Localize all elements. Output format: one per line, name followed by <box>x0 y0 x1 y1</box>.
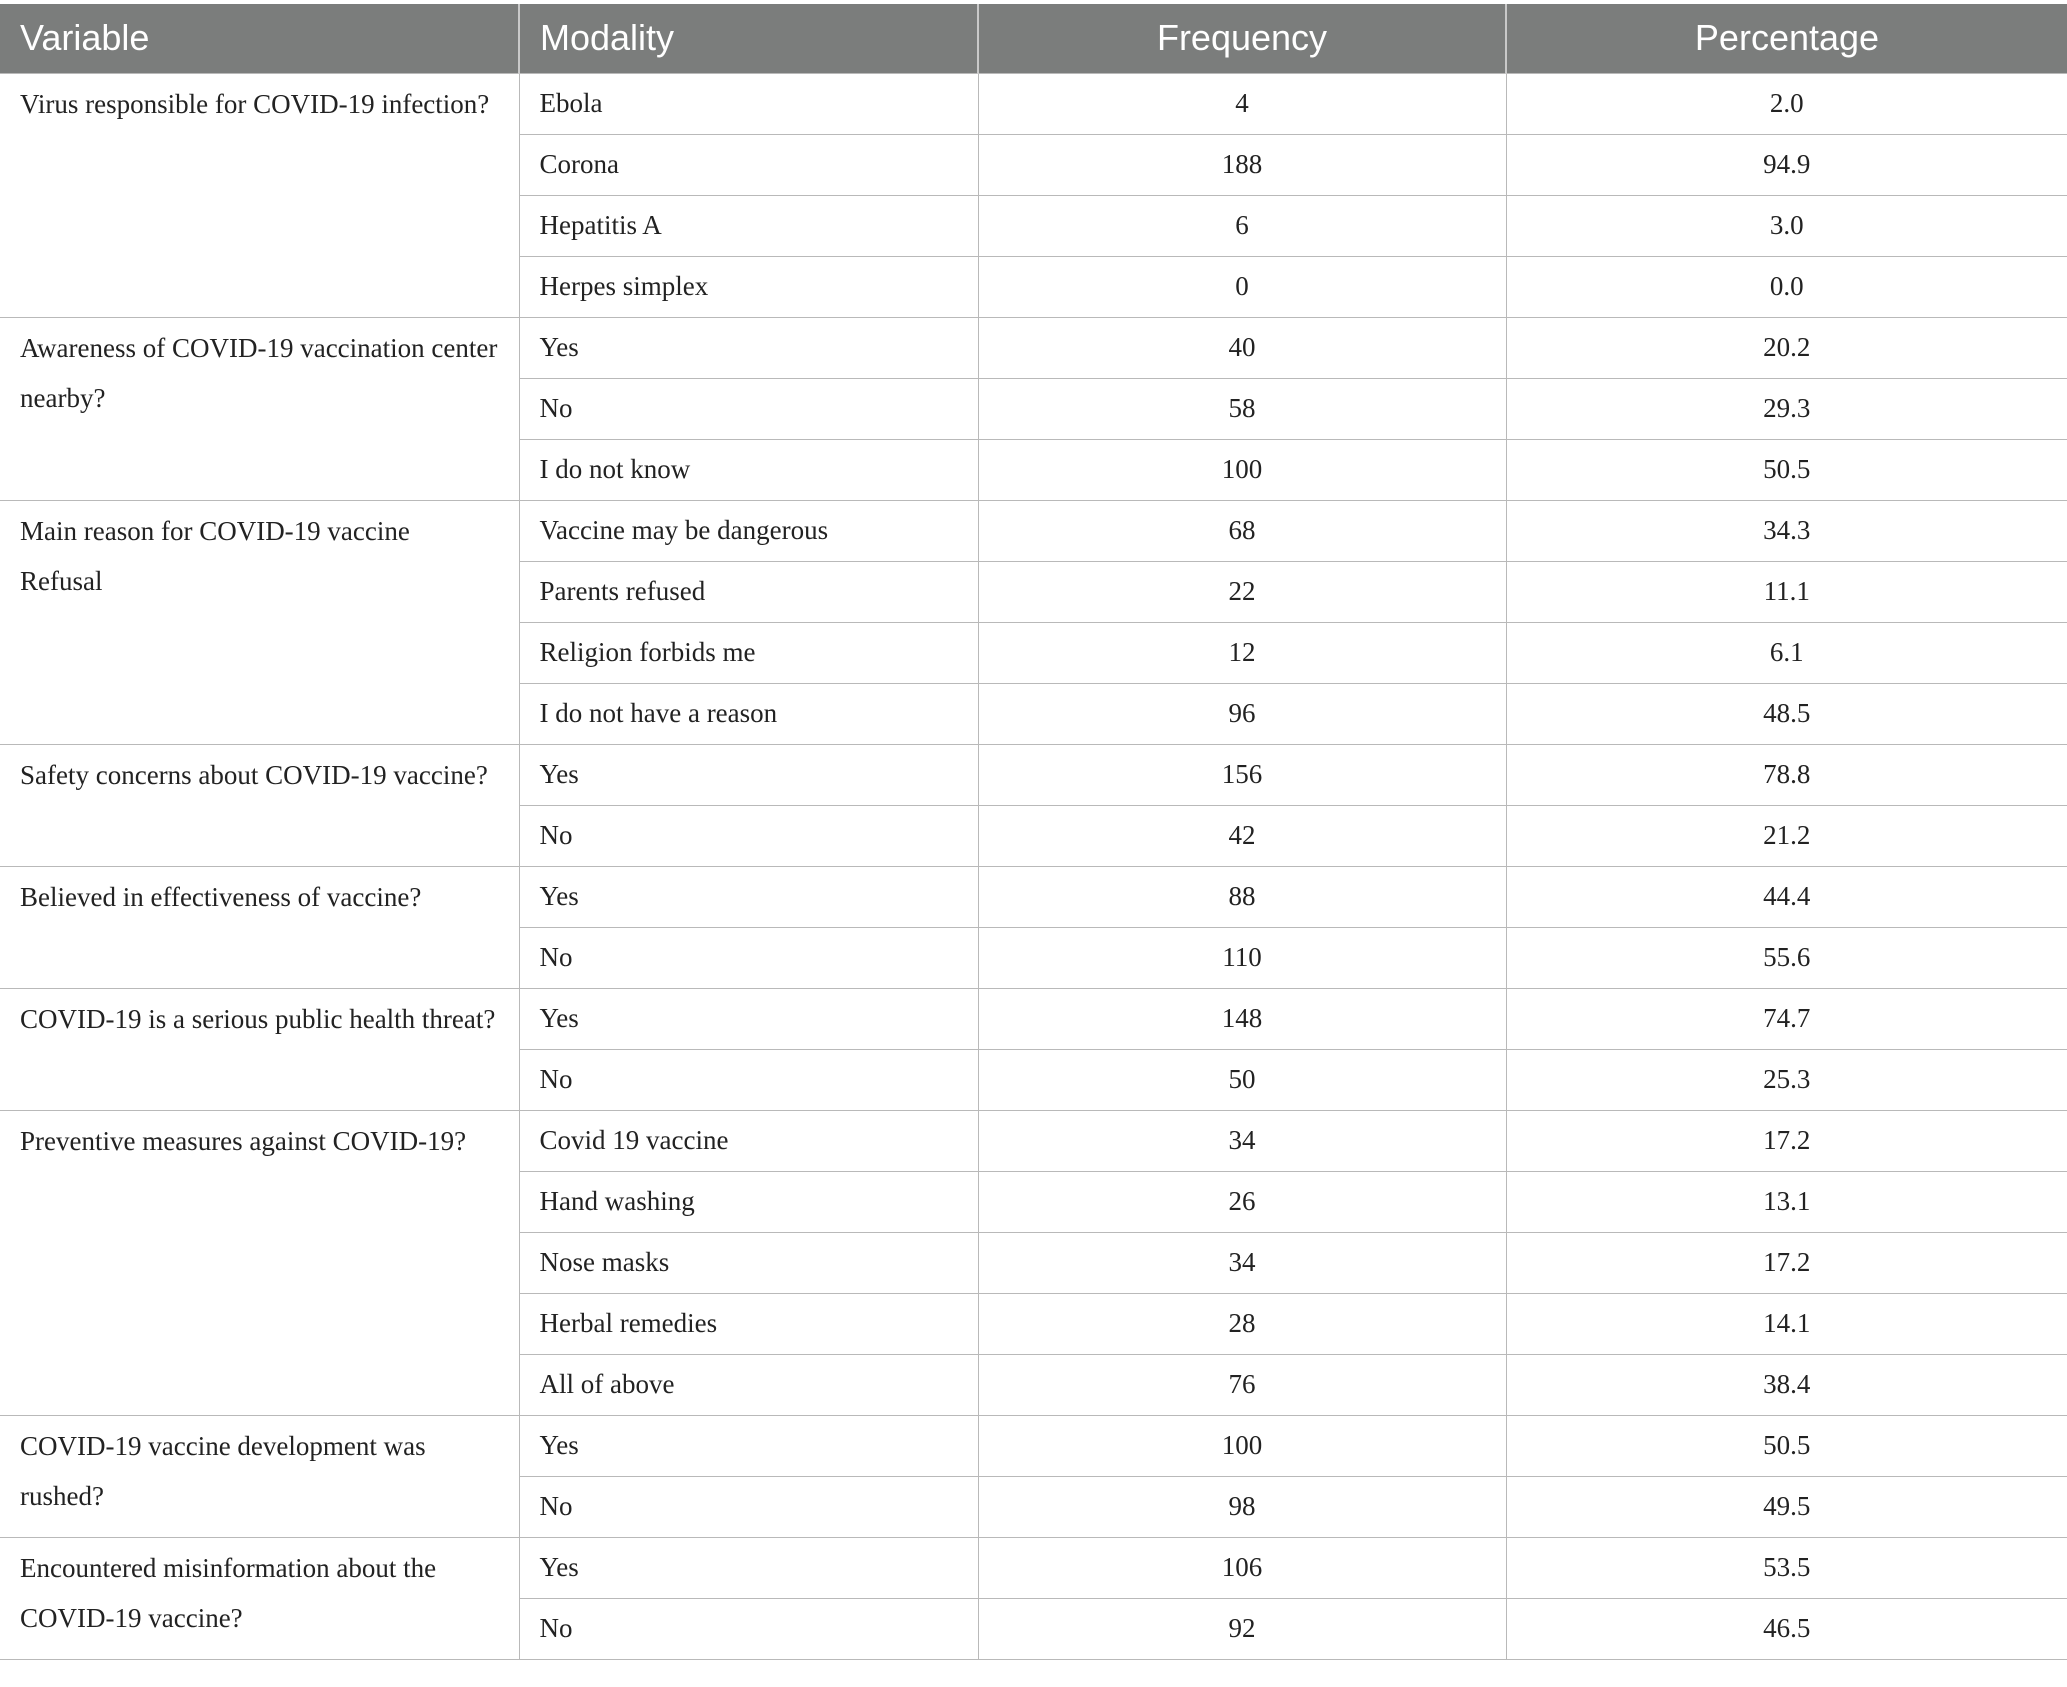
modality-cell: Hand washing <box>519 1171 978 1232</box>
percentage-cell: 6.1 <box>1506 622 2067 683</box>
percentage-cell: 53.5 <box>1506 1537 2067 1598</box>
modality-cell: Nose masks <box>519 1232 978 1293</box>
frequency-cell: 100 <box>978 439 1506 500</box>
percentage-cell: 3.0 <box>1506 195 2067 256</box>
frequency-cell: 100 <box>978 1415 1506 1476</box>
modality-cell: Parents refused <box>519 561 978 622</box>
percentage-cell: 14.1 <box>1506 1293 2067 1354</box>
modality-cell: Yes <box>519 1415 978 1476</box>
frequency-cell: 0 <box>978 256 1506 317</box>
frequency-cell: 42 <box>978 805 1506 866</box>
modality-cell: Herpes simplex <box>519 256 978 317</box>
percentage-cell: 38.4 <box>1506 1354 2067 1415</box>
percentage-cell: 17.2 <box>1506 1110 2067 1171</box>
frequency-cell: 50 <box>978 1049 1506 1110</box>
header-row <box>0 4 2067 73</box>
results-table <box>0 4 2067 1660</box>
percentage-cell: 21.2 <box>1506 805 2067 866</box>
frequency-cell: 28 <box>978 1293 1506 1354</box>
modality-cell: Yes <box>519 866 978 927</box>
variable-cell: Encountered misinformation about the COVID-19 vaccine? <box>0 1537 519 1659</box>
percentage-cell: 46.5 <box>1506 1598 2067 1659</box>
modality-cell: Covid 19 vaccine <box>519 1110 978 1171</box>
table-row <box>0 1110 2067 1171</box>
modality-cell: Yes <box>519 988 978 1049</box>
frequency-cell: 40 <box>978 317 1506 378</box>
modality-cell: Hepatitis A <box>519 195 978 256</box>
percentage-cell: 13.1 <box>1506 1171 2067 1232</box>
frequency-cell: 156 <box>978 744 1506 805</box>
variable-cell: Believed in effectiveness of vaccine? <box>0 866 519 988</box>
table-row <box>0 866 2067 927</box>
table-row <box>0 1537 2067 1598</box>
frequency-cell: 4 <box>978 73 1506 134</box>
frequency-cell: 98 <box>978 1476 1506 1537</box>
percentage-cell: 55.6 <box>1506 927 2067 988</box>
frequency-cell: 88 <box>978 866 1506 927</box>
table-row <box>0 744 2067 805</box>
table-header <box>0 4 2067 73</box>
frequency-cell: 148 <box>978 988 1506 1049</box>
header-modality: Modality <box>519 4 978 73</box>
frequency-cell: 76 <box>978 1354 1506 1415</box>
table-row <box>0 1415 2067 1476</box>
percentage-cell: 48.5 <box>1506 683 2067 744</box>
frequency-cell: 34 <box>978 1232 1506 1293</box>
table-row <box>0 988 2067 1049</box>
modality-cell: No <box>519 805 978 866</box>
percentage-cell: 50.5 <box>1506 1415 2067 1476</box>
variable-cell: Safety concerns about COVID-19 vaccine? <box>0 744 519 866</box>
modality-cell: All of above <box>519 1354 978 1415</box>
variable-cell: Virus responsible for COVID-19 infection? <box>0 73 519 317</box>
header-frequency: Frequency <box>978 4 1506 73</box>
variable-cell: COVID-19 vaccine development was rushed? <box>0 1415 519 1537</box>
header-variable: Variable <box>0 4 519 73</box>
percentage-cell: 29.3 <box>1506 378 2067 439</box>
header-percentage: Percentage <box>1506 4 2067 73</box>
variable-cell: Main reason for COVID-19 vaccine Refusal <box>0 500 519 744</box>
modality-cell: No <box>519 378 978 439</box>
modality-cell: Ebola <box>519 73 978 134</box>
modality-cell: Yes <box>519 1537 978 1598</box>
percentage-cell: 50.5 <box>1506 439 2067 500</box>
frequency-cell: 68 <box>978 500 1506 561</box>
variable-cell: Awareness of COVID-19 vaccination center nearby? <box>0 317 519 500</box>
frequency-cell: 96 <box>978 683 1506 744</box>
modality-cell: No <box>519 927 978 988</box>
modality-cell: I do not know <box>519 439 978 500</box>
modality-cell: Yes <box>519 317 978 378</box>
modality-cell: Herbal remedies <box>519 1293 978 1354</box>
percentage-cell: 34.3 <box>1506 500 2067 561</box>
frequency-cell: 58 <box>978 378 1506 439</box>
modality-cell: Religion forbids me <box>519 622 978 683</box>
table-row <box>0 317 2067 378</box>
frequency-cell: 22 <box>978 561 1506 622</box>
frequency-cell: 26 <box>978 1171 1506 1232</box>
percentage-cell: 20.2 <box>1506 317 2067 378</box>
variable-cell: Preventive measures against COVID-19? <box>0 1110 519 1415</box>
frequency-cell: 188 <box>978 134 1506 195</box>
frequency-cell: 110 <box>978 927 1506 988</box>
frequency-cell: 12 <box>978 622 1506 683</box>
modality-cell: I do not have a reason <box>519 683 978 744</box>
percentage-cell: 17.2 <box>1506 1232 2067 1293</box>
table-row <box>0 73 2067 134</box>
percentage-cell: 94.9 <box>1506 134 2067 195</box>
modality-cell: No <box>519 1476 978 1537</box>
modality-cell: No <box>519 1049 978 1110</box>
frequency-cell: 34 <box>978 1110 1506 1171</box>
percentage-cell: 25.3 <box>1506 1049 2067 1110</box>
table-body <box>0 73 2067 1659</box>
percentage-cell: 0.0 <box>1506 256 2067 317</box>
frequency-cell: 106 <box>978 1537 1506 1598</box>
percentage-cell: 49.5 <box>1506 1476 2067 1537</box>
modality-cell: No <box>519 1598 978 1659</box>
modality-cell: Vaccine may be dangerous <box>519 500 978 561</box>
percentage-cell: 74.7 <box>1506 988 2067 1049</box>
variable-cell: COVID-19 is a serious public health threat? <box>0 988 519 1110</box>
frequency-cell: 6 <box>978 195 1506 256</box>
percentage-cell: 78.8 <box>1506 744 2067 805</box>
frequency-cell: 92 <box>978 1598 1506 1659</box>
modality-cell: Corona <box>519 134 978 195</box>
percentage-cell: 2.0 <box>1506 73 2067 134</box>
percentage-cell: 11.1 <box>1506 561 2067 622</box>
table-row <box>0 500 2067 561</box>
modality-cell: Yes <box>519 744 978 805</box>
percentage-cell: 44.4 <box>1506 866 2067 927</box>
